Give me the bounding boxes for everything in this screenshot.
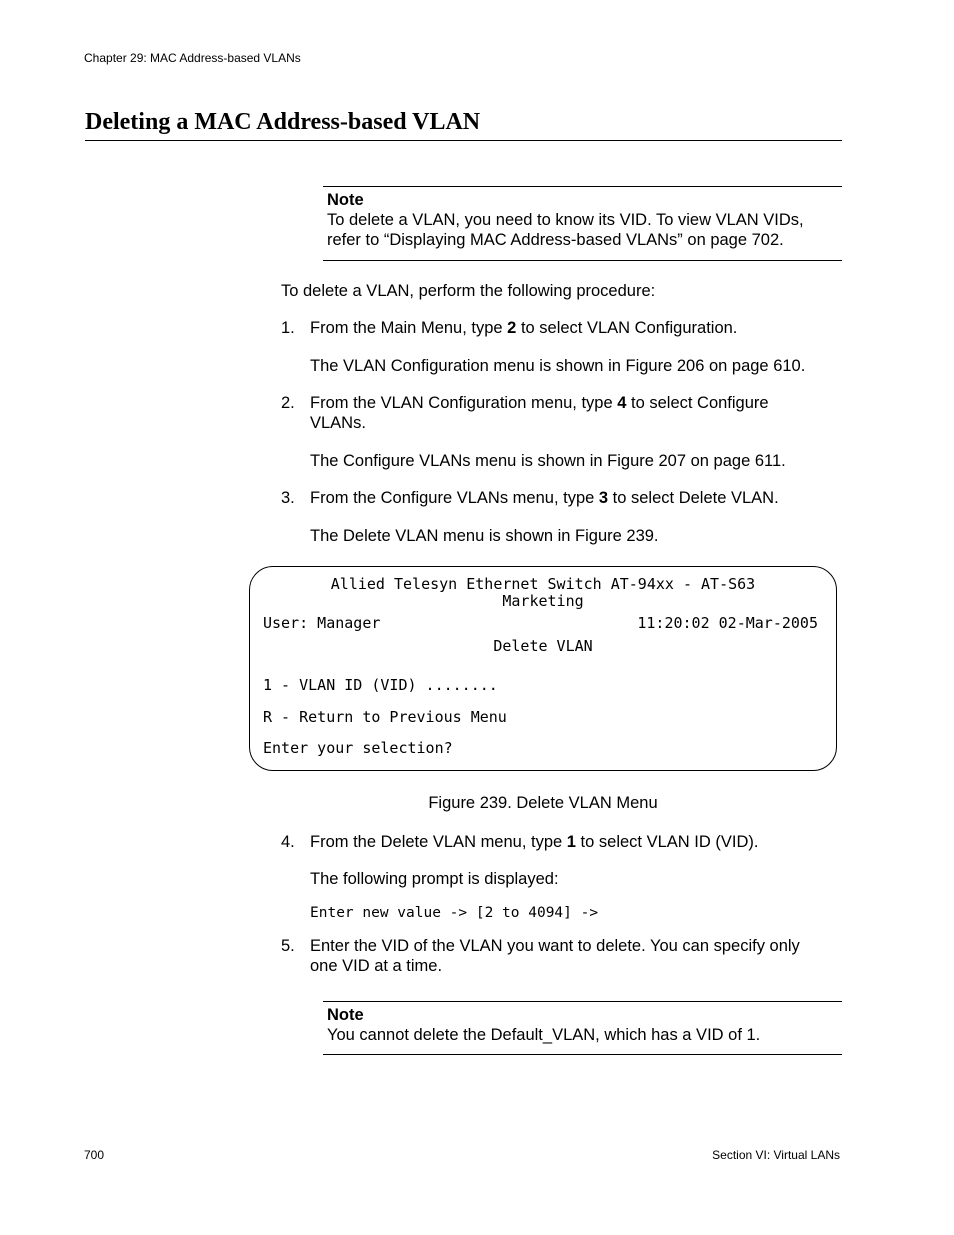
step-number: 1. (281, 319, 295, 337)
note-label: Note (327, 191, 364, 209)
prompt-example: Enter new value -> [2 to 4094] -> (310, 905, 599, 921)
screen-subtitle: Marketing (502, 592, 584, 610)
screen-user: User: Manager (263, 614, 381, 632)
note-box (323, 1001, 842, 1055)
note-text-line: To delete a VLAN, you need to know its VID. To view VLAN VIDs, (327, 211, 804, 229)
step-text: From the Configure VLANs menu, type 3 to select Delete VLAN. (310, 489, 779, 507)
screen-prompt: Enter your selection? (263, 739, 453, 757)
screen-datetime: 11:20:02 02-Mar-2005 (637, 614, 818, 632)
note-label: Note (327, 1006, 364, 1024)
running-footer: Section VI: Virtual LANs (712, 1148, 840, 1162)
step-text-continued: VLANs. (310, 414, 366, 432)
step-number: 2. (281, 394, 295, 412)
step-result: The Configure VLANs menu is shown in Figure 207 on page 611. (310, 452, 786, 470)
note-box (323, 186, 842, 261)
step-result: The following prompt is displayed: (310, 870, 559, 888)
step-number: 5. (281, 937, 295, 955)
screen-option-return: R - Return to Previous Menu (263, 708, 507, 726)
screen-option-vlan-id: 1 - VLAN ID (VID) ........ (263, 676, 498, 694)
step-text: From the Main Menu, type 2 to select VLAN Configuration. (310, 319, 738, 337)
intro-text: To delete a VLAN, perform the following procedure: (281, 282, 656, 300)
step-text: Enter the VID of the VLAN you want to delete. You can specify only (310, 937, 800, 955)
figure-caption: Figure 239. Delete VLAN Menu (428, 794, 658, 812)
step-text: From the Delete VLAN menu, type 1 to select VLAN ID (VID). (310, 833, 759, 851)
step-result: The Delete VLAN menu is shown in Figure 239. (310, 527, 659, 545)
screen-title: Allied Telesyn Ethernet Switch AT-94xx - AT-S63 (330, 575, 756, 593)
step-result: The VLAN Configuration menu is shown in Figure 206 on page 610. (310, 357, 806, 375)
running-header: Chapter 29: MAC Address-based VLANs (84, 51, 301, 65)
step-number: 3. (281, 489, 295, 507)
note-text-line: You cannot delete the Default_VLAN, which has a VID of 1. (327, 1026, 761, 1044)
screen-menu-title: Delete VLAN (493, 637, 593, 655)
step-text: From the VLAN Configuration menu, type 4 to select Configure (310, 394, 769, 412)
step-number: 4. (281, 833, 295, 851)
page-number: 700 (84, 1148, 105, 1162)
terminal-screen-figure (249, 566, 837, 771)
note-text-line: refer to “Displaying MAC Address-based VLANs” on page 702. (327, 231, 784, 249)
step-text-continued: one VID at a time. (310, 957, 443, 975)
section-title: Deleting a MAC Address-based VLAN (85, 108, 842, 141)
